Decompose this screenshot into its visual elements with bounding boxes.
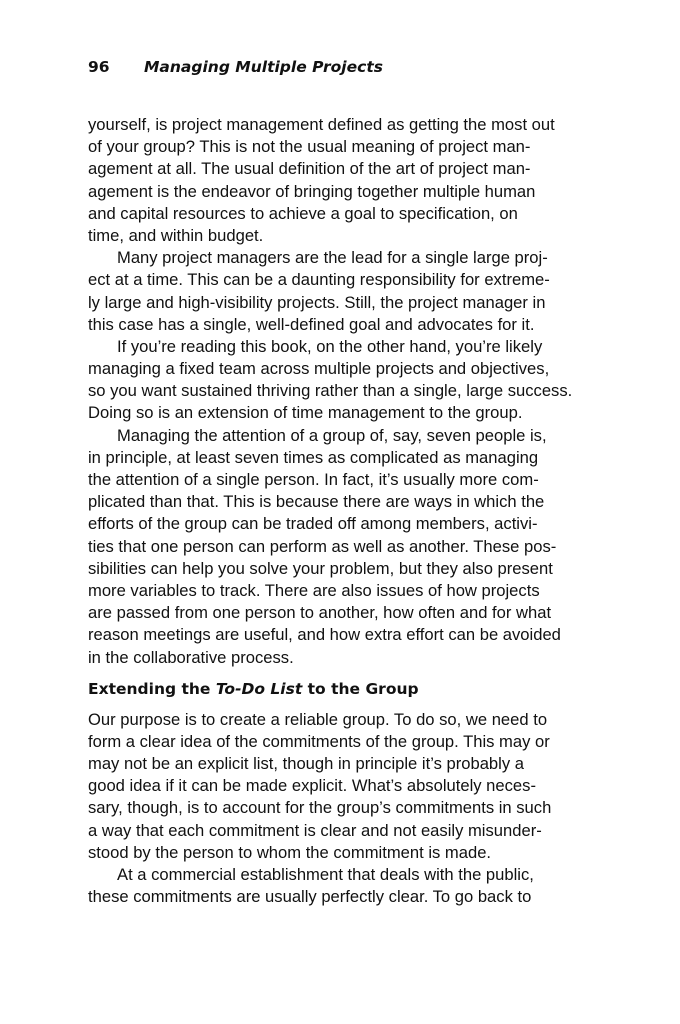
text-line: sary, though, is to account for the group’s commitments in such	[88, 798, 552, 818]
text-line: form a clear idea of the commitments of the group. This may or	[88, 731, 550, 751]
text-line: time, and within budget.	[88, 225, 264, 245]
text-line: in principle, at least seven times as complicated as managing	[88, 447, 539, 467]
text-line: good idea if it can be made explicit. What’s absolutely neces-	[88, 776, 536, 796]
text-line: ect at a time. This can be a daunting responsibility for extreme-	[88, 270, 550, 290]
paragraph-single-project	[88, 247, 608, 336]
body-text	[88, 114, 608, 908]
text-line: plicated than that. This is because there are ways in which the	[88, 492, 545, 512]
text-line: managing a fixed team across multiple projects and objectives,	[88, 359, 550, 379]
text-line: are passed from one person to another, how often and for what	[88, 603, 552, 623]
book-page	[88, 0, 608, 1024]
text-line: so you want sustained thriving rather than a single, large success.	[88, 381, 573, 401]
text-line: of your group? This is not the usual meaning of project man-	[88, 137, 531, 157]
text-line: and capital resources to achieve a goal to specification, on	[88, 203, 518, 223]
text-line: Doing so is an extension of time management to the group.	[88, 403, 523, 423]
text-line: Managing the attention of a group of, say, seven people is,	[117, 425, 547, 445]
section-heading	[88, 678, 608, 700]
section-heading-italic-text: To-Do List	[215, 679, 303, 698]
text-line: more variables to track. There are also issues of how projects	[88, 580, 540, 600]
text-line: efforts of the group can be traded off among members, activi-	[88, 514, 538, 534]
book-title: Managing Multiple Projects	[144, 58, 383, 76]
text-line: these commitments are usually perfectly clear. To go back to	[88, 887, 532, 907]
section-heading-text-end: to the Group	[302, 679, 419, 698]
text-line: reason meetings are useful, and how extra effort can be avoided	[88, 625, 561, 645]
text-line: sibilities can help you solve your problem, but they also present	[88, 558, 553, 578]
text-line: may not be an explicit list, though in principle it’s probably a	[88, 754, 524, 774]
text-line: ties that one person can perform as well as another. These pos-	[88, 536, 557, 556]
paragraph-continuation	[88, 114, 608, 247]
text-line: ly large and high-visibility projects. Still, the project manager in	[88, 292, 546, 312]
page-number: 96	[88, 58, 110, 76]
paragraph-multiple-projects	[88, 336, 608, 425]
text-line: the attention of a single person. In fact, it’s usually more com-	[88, 470, 539, 489]
text-line: agement at all. The usual definition of the art of project man-	[88, 159, 531, 179]
paragraph-group-attention	[88, 425, 608, 669]
paragraph-reliable-group	[88, 709, 608, 864]
text-line: If you’re reading this book, on the other hand, you’re likely	[117, 336, 543, 356]
text-line: stood by the person to whom the commitment is made.	[88, 842, 492, 862]
text-line: agement is the endeavor of bringing together multiple human	[88, 181, 536, 201]
running-head	[88, 56, 383, 78]
section-heading-text-start: Extending the	[88, 679, 216, 698]
text-line: Many project managers are the lead for a single large proj-	[117, 248, 548, 268]
text-line: At a commercial establishment that deals with the public,	[117, 865, 534, 884]
text-line: this case has a single, well-defined goal and advocates for it.	[88, 314, 535, 334]
text-line: Our purpose is to create a reliable group. To do so, we need to	[88, 709, 548, 729]
text-line: yourself, is project management defined as getting the most out	[88, 115, 555, 134]
text-line: a way that each commitment is clear and not easily misunder-	[88, 820, 542, 840]
paragraph-commercial-establishment	[88, 864, 608, 908]
text-line: in the collaborative process.	[88, 647, 294, 667]
